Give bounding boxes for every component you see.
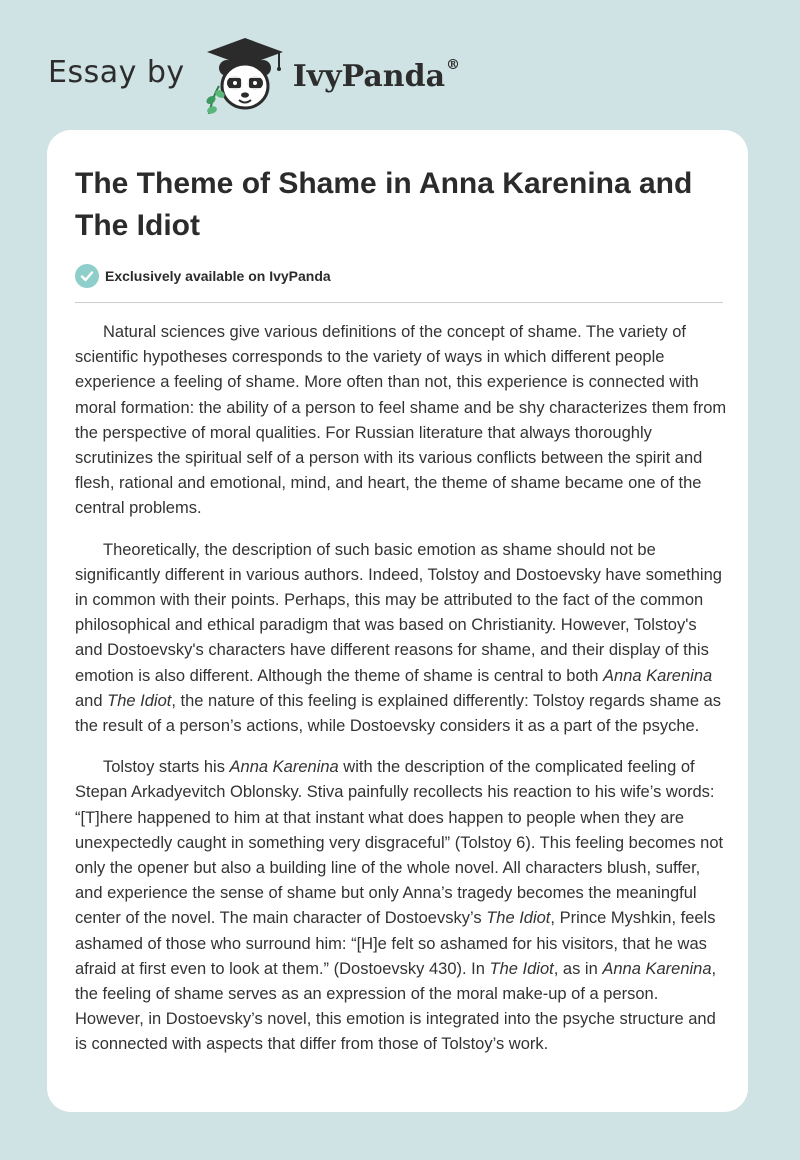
registered-mark: ® [446,56,461,73]
paragraph-text: and [75,691,108,710]
exclusive-badge-label: Exclusively available on IvyPanda [105,268,331,284]
paragraph-text: , the feeling of shame serves as an expression of the moral make-up of a person. However, in Dostoevsky’s novel, this emotion is integrated into the psyche structure and is connected with aspects that differ from those of Tolstoy’s work. [75,959,717,1054]
paragraph-text: Natural sciences give various definitions of the concept of shame. The variety of scientific hypotheses corresponds to the variety of ways in which different people experience a feeling of shame. More often than not, this experience is connected with moral formation: the ability of a person to feel shame and be shy characterizes them from the perspective of moral qualities. For Russian literature that always thoroughly scrutinizes the spiritual self of a person with its various conflicts between the spirit and flesh, rational and emotional, mind, and heart, the theme of shame became one of the central problems. [75,323,727,518]
paragraph-text: with the description of the complicated feeling of Stepan Arkadyevitch Oblonsky. Stiva painfully recollects his reaction to his wife’s words: “[T]here happened to him at that instant what does happen to people when they are unexpectedly caught in something very disgraceful” (Tolstoy 6). This feeling becomes not only the opener but also a building line of the whole novel. All characters blush, suffer, and experience the sense of shame but only Anna’s tragedy becomes the meaningful center of the novel. The main character of Dostoevsky’s [75,758,724,928]
essay-paragraph [75,755,727,1057]
work-title-italic: Anna Karenina [602,959,712,978]
essay-title: The Theme of Shame in Anna Karenina and The Idiot [75,167,693,242]
paragraph-text: Tolstoy starts his [103,758,230,777]
paragraph-text: , as in [553,959,603,978]
essay-body [75,320,727,1074]
ivypanda-logo-icon[interactable] [199,34,291,114]
brand-name[interactable]: IvyPanda® [292,56,461,94]
essay-paragraph [75,538,727,740]
paragraph-text: Theoretically, the description of such basic emotion as shame should not be significantly different in various authors. Indeed, Tolstoy and Dostoevsky have something in common with their points. Perhaps, this may be attributed to the fact of the common philosophical and ethical paradigm that was based on Christianity. However, Tolstoy's and Dostoevsky's characters have different reasons for shame, and their display of this emotion is also different. Although the theme of shame is central to both [75,540,722,685]
essay-by-label: Essay by [48,54,185,90]
check-circle-icon [75,264,99,288]
work-title-italic: The Idiot [489,959,554,978]
paragraph-text: , the nature of this feeling is explained differently: Tolstoy regards shame as the result of a person’s actions, while Dostoevsky considers it as a part of the psyche. [75,691,722,736]
essay-paragraph [75,320,727,522]
work-title-italic: The Idiot [107,691,172,710]
paragraph-text: , Prince Myshkin, feels ashamed of those who surround him: “[H]e felt so ashamed for his visitors, that he was afraid at first even to look at them.” (Dostoevsky 430). In [75,909,716,978]
site-header [48,34,460,114]
work-title-italic: Anna Karenina [603,666,713,685]
exclusive-badge [75,264,331,288]
work-title-italic: The Idiot [486,909,551,928]
divider [75,302,723,303]
work-title-italic: Anna Karenina [229,758,339,777]
essay-card [47,130,748,1112]
